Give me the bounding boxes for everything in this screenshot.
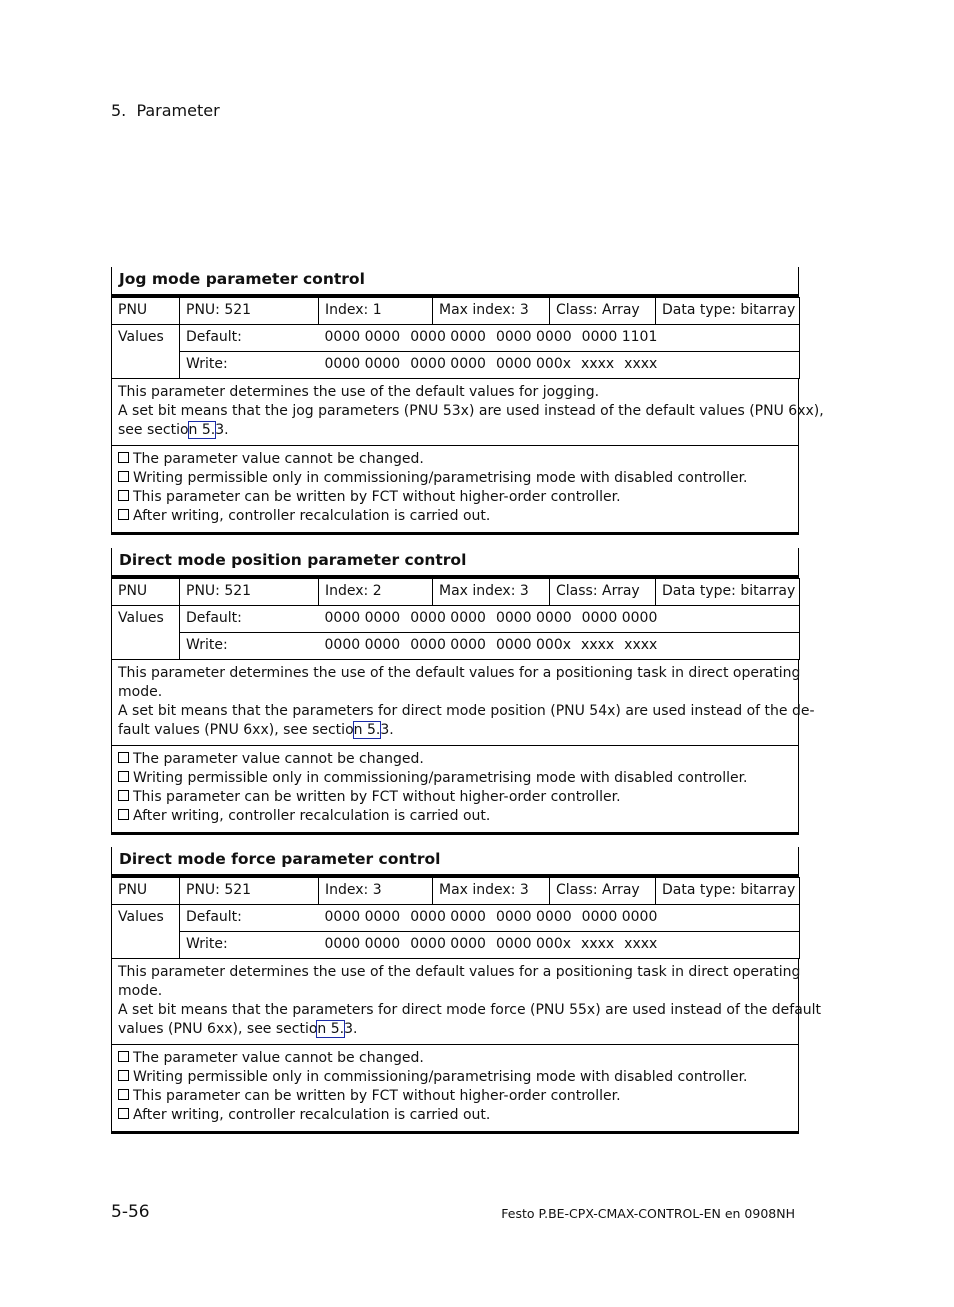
note-item <box>118 469 792 488</box>
value-group: xxxx <box>624 936 658 952</box>
value-group: 0000 000x <box>495 936 572 952</box>
value-group: 0000 0000 <box>410 936 486 952</box>
index-value: Index: 1 <box>319 298 433 325</box>
table-row <box>112 932 800 959</box>
value-group: xxxx <box>581 637 615 653</box>
note-text: Writing permissible only in commissioning/parametrising mode with disabled controller. <box>133 1069 748 1085</box>
checkbox-icon <box>118 1089 129 1100</box>
section-reference-link[interactable]: n 5. <box>317 1021 345 1037</box>
note-text: After writing, controller recalculation is carried out. <box>133 808 491 824</box>
value-group: 0000 1101 <box>581 329 658 345</box>
section-reference-link[interactable]: n 5. <box>353 722 381 738</box>
parameter-notes <box>111 746 799 835</box>
data-type-value: Data type: bitarray <box>656 579 800 606</box>
checkbox-icon <box>118 471 129 482</box>
write-value <box>319 633 800 660</box>
description-text: values (PNU 6xx), see sectio <box>118 1021 318 1037</box>
block-title: Direct mode force parameter control <box>111 847 799 877</box>
description-text: 3. <box>380 722 394 738</box>
description-text: see sectio <box>118 422 189 438</box>
parameter-description <box>111 959 822 1045</box>
table-row <box>112 606 800 633</box>
pnu-label: PNU <box>112 878 180 905</box>
class-value: Class: Array <box>550 878 656 905</box>
note-text: After writing, controller recalculation is carried out. <box>133 508 491 524</box>
table-row <box>112 633 800 660</box>
max-index-value: Max index: 3 <box>433 579 550 606</box>
data-type-value: Data type: bitarray <box>656 878 800 905</box>
parameter-table <box>111 877 800 959</box>
note-text: Writing permissible only in commissioning/parametrising mode with disabled controller. <box>133 470 748 486</box>
value-group: 0000 0000 <box>410 909 486 925</box>
description-text: 3. <box>344 1021 358 1037</box>
default-value <box>319 905 800 932</box>
note-text: This parameter can be written by FCT without higher-order controller. <box>133 1088 621 1104</box>
parameter-block <box>111 548 815 835</box>
chapter-number: 5. <box>111 101 127 120</box>
table-row <box>112 298 800 325</box>
note-text: After writing, controller recalculation is carried out. <box>133 1107 491 1123</box>
write-value <box>319 932 800 959</box>
index-value: Index: 2 <box>319 579 433 606</box>
pnu-value: PNU: 521 <box>180 298 319 325</box>
value-group: 0000 0000 <box>495 329 572 345</box>
checkbox-icon <box>118 809 129 820</box>
parameter-notes <box>111 446 799 535</box>
value-group: 0000 0000 <box>581 610 658 626</box>
write-label: Write: <box>180 932 319 959</box>
value-group: 0000 0000 <box>410 356 486 372</box>
write-label: Write: <box>180 352 319 379</box>
note-item <box>118 1087 792 1106</box>
description-line: mode. <box>118 684 163 700</box>
data-type-value: Data type: bitarray <box>656 298 800 325</box>
values-label: Values <box>112 905 180 959</box>
write-label: Write: <box>180 633 319 660</box>
description-line: A set bit means that the parameters for direct mode position (PNU 54x) are used instead of the de- <box>118 703 815 719</box>
pnu-value: PNU: 521 <box>180 878 319 905</box>
document-id: Festo P.BE-CPX-CMAX-CONTROL-EN en 0908NH <box>501 1206 795 1221</box>
max-index-value: Max index: 3 <box>433 878 550 905</box>
checkbox-icon <box>118 1051 129 1062</box>
description-line <box>118 1020 792 1039</box>
value-group: 0000 0000 <box>410 329 486 345</box>
max-index-value: Max index: 3 <box>433 298 550 325</box>
checkbox-icon <box>118 490 129 501</box>
checkbox-icon <box>118 509 129 520</box>
table-row <box>112 905 800 932</box>
write-value <box>319 352 800 379</box>
note-item <box>118 1049 792 1068</box>
parameter-description <box>111 379 824 446</box>
checkbox-icon <box>118 790 129 801</box>
class-value: Class: Array <box>550 579 656 606</box>
parameter-table <box>111 297 800 379</box>
value-group: xxxx <box>581 356 615 372</box>
value-group: 0000 0000 <box>581 909 658 925</box>
note-item <box>118 507 792 526</box>
table-row <box>112 878 800 905</box>
table-row <box>112 579 800 606</box>
value-group: 0000 0000 <box>324 909 401 925</box>
chapter-header <box>111 101 220 120</box>
values-label: Values <box>112 325 180 379</box>
description-line <box>118 421 792 440</box>
description-line <box>118 721 792 740</box>
pnu-label: PNU <box>112 298 180 325</box>
pnu-label: PNU <box>112 579 180 606</box>
block-title: Jog mode parameter control <box>111 267 799 297</box>
checkbox-icon <box>118 752 129 763</box>
value-group: 0000 0000 <box>324 356 401 372</box>
table-row <box>112 352 800 379</box>
note-text: The parameter value cannot be changed. <box>133 451 424 467</box>
value-group: 0000 0000 <box>495 909 572 925</box>
description-text: 3. <box>215 422 229 438</box>
note-text: This parameter can be written by FCT without higher-order controller. <box>133 489 621 505</box>
block-title: Direct mode position parameter control <box>111 548 799 578</box>
note-item <box>118 788 792 807</box>
value-group: 0000 0000 <box>324 610 401 626</box>
note-item <box>118 488 792 507</box>
checkbox-icon <box>118 1070 129 1081</box>
note-item <box>118 750 792 769</box>
value-group: xxxx <box>624 356 658 372</box>
value-group: 0000 0000 <box>410 610 486 626</box>
note-item <box>118 1106 792 1125</box>
note-text: Writing permissible only in commissioning/parametrising mode with disabled controller. <box>133 770 748 786</box>
default-label: Default: <box>180 905 319 932</box>
value-group: xxxx <box>581 936 615 952</box>
note-item <box>118 450 792 469</box>
note-item <box>118 1068 792 1087</box>
value-group: 0000 0000 <box>324 637 401 653</box>
note-text: The parameter value cannot be changed. <box>133 751 424 767</box>
page-number: 5-56 <box>111 1202 150 1222</box>
description-line: This parameter determines the use of the default values for a positioning task in direct operating <box>118 665 801 681</box>
note-item <box>118 807 792 826</box>
note-text: This parameter can be written by FCT without higher-order controller. <box>133 789 621 805</box>
note-item <box>118 769 792 788</box>
value-group: 0000 0000 <box>324 329 401 345</box>
value-group: 0000 0000 <box>495 610 572 626</box>
description-line: This parameter determines the use of the default values for jogging. <box>118 384 600 400</box>
parameter-table <box>111 578 800 660</box>
table-row <box>112 325 800 352</box>
default-label: Default: <box>180 606 319 633</box>
value-group: 0000 000x <box>495 637 572 653</box>
value-group: xxxx <box>624 637 658 653</box>
default-value <box>319 606 800 633</box>
note-text: The parameter value cannot be changed. <box>133 1050 424 1066</box>
values-label: Values <box>112 606 180 660</box>
description-line: A set bit means that the jog parameters (PNU 53x) are used instead of the default values (PNU 6xx), <box>118 403 824 419</box>
value-group: 0000 0000 <box>410 637 486 653</box>
pnu-value: PNU: 521 <box>180 579 319 606</box>
class-value: Class: Array <box>550 298 656 325</box>
description-line: This parameter determines the use of the default values for a positioning task in direct operating <box>118 964 801 980</box>
description-line: mode. <box>118 983 163 999</box>
parameter-notes <box>111 1045 799 1134</box>
checkbox-icon <box>118 452 129 463</box>
section-reference-link[interactable]: n 5. <box>188 422 216 438</box>
default-label: Default: <box>180 325 319 352</box>
index-value: Index: 3 <box>319 878 433 905</box>
parameter-block <box>111 267 824 535</box>
description-text: fault values (PNU 6xx), see sectio <box>118 722 354 738</box>
checkbox-icon <box>118 771 129 782</box>
parameter-description <box>111 660 815 746</box>
description-line: A set bit means that the parameters for direct mode force (PNU 55x) are used instead of the default <box>118 1002 822 1018</box>
value-group: 0000 000x <box>495 356 572 372</box>
default-value <box>319 325 800 352</box>
checkbox-icon <box>118 1108 129 1119</box>
chapter-title: Parameter <box>136 101 220 120</box>
parameter-block <box>111 847 822 1134</box>
value-group: 0000 0000 <box>324 936 401 952</box>
